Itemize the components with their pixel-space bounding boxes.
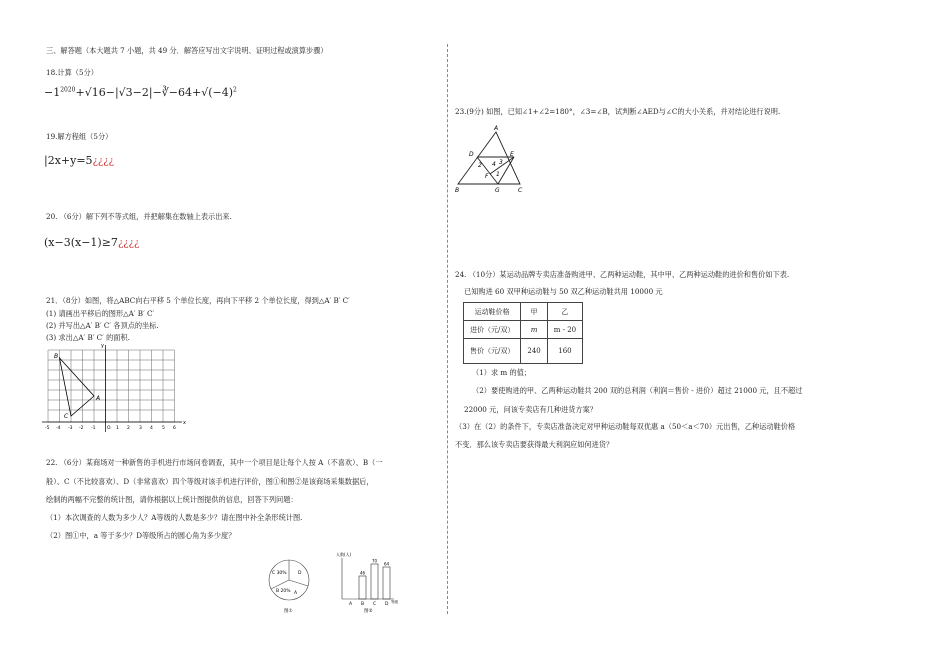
q22-pie-chart: [264, 556, 324, 616]
q23-label-f: F: [485, 173, 489, 180]
bar-category-label: B: [361, 602, 365, 607]
q23-label-a: A: [494, 125, 499, 132]
q18-label: 18.计算（5分）: [46, 68, 98, 77]
q23-label-e: E: [510, 151, 514, 158]
bar-category-label: C: [373, 602, 377, 607]
q19-label: 19.解方程组（5分）: [46, 132, 113, 141]
bar-mark: [383, 567, 390, 599]
pie-label-d: D: [298, 571, 302, 576]
tick-neg4: -4: [56, 426, 61, 431]
tick-neg3: -3: [68, 426, 73, 431]
vertex-c: C: [64, 413, 69, 420]
tick-2: 2: [127, 426, 130, 431]
q24-question-1: （1）求 m 的值；: [472, 368, 532, 377]
q23-label-d: D: [469, 151, 474, 158]
tick-neg1: -1: [91, 426, 96, 431]
q19-eq-text: |2x+y=5: [44, 154, 93, 167]
pie-label-b: B 20%: [276, 589, 291, 594]
tick-6: 6: [173, 426, 176, 431]
q24-sub: 已知购进 60 双甲种运动鞋与 50 双乙种运动鞋共用 10000 元: [464, 287, 663, 296]
grid-lines: [48, 350, 175, 422]
q21-coordinate-grid: [40, 344, 190, 434]
pie-label-a: A: [294, 591, 298, 596]
q24-question-3a: （3）在（2）的条件下，专卖店准备决定对甲种运动鞋每双优惠 a（50＜a＜70）元出售，乙种运动鞋价格: [455, 422, 796, 431]
pie-divider-2: [271, 580, 289, 589]
tick-neg5: -5: [45, 426, 50, 431]
q23-label-b: B: [455, 187, 460, 194]
q18-expr-square: 2: [233, 86, 237, 94]
vertex-a: A: [96, 395, 101, 402]
tick-3: 3: [139, 426, 142, 431]
q19-garbled: ¿¿¿¿: [92, 156, 115, 167]
q20-eq-text: (x−3(x−1)≥7: [44, 236, 118, 249]
bar-value-label: 64: [384, 561, 390, 567]
q23-label-2: 2: [478, 162, 482, 169]
table-cell: 240: [521, 339, 547, 364]
tick-neg2: -2: [79, 426, 84, 431]
tick-4: 4: [150, 426, 153, 431]
q24-question-2a: （2）要使购进的甲、乙两种运动鞋共 200 双的总利润（利润＝售价 - 进价）超过 21000 元，且不超过: [472, 386, 803, 395]
bar-mark: [359, 576, 366, 599]
q22-line-3: 绘制的两幅不完整的统计图，请你根据以上统计图提供的信息，回答下列问题：: [46, 495, 298, 504]
table-cell: 160: [547, 339, 582, 364]
label-x-axis: x: [183, 420, 186, 426]
q20-equation: [44, 236, 139, 249]
q18-expr-lead: −1: [44, 86, 61, 99]
tick-1: 1: [116, 426, 119, 431]
q21-line-4: (3) 求出△A′ B′ C′ 的面积.: [46, 333, 130, 342]
bar-ylabel: 人数(人): [336, 552, 352, 557]
q18-expression: [44, 86, 237, 99]
q23-label-1: 1: [496, 171, 500, 178]
q20-label: 20. （6分）解下列不等式组，并把解集在数轴上表示出来.: [46, 212, 232, 221]
bar-value-label: 46: [360, 570, 366, 576]
pie-label-c: C 30%: [272, 571, 287, 576]
q23-text: 23.(9分) 如图，已知∠1+∠2=180°，∠3=∠B，试判断∠AED与∠C的大小关系，并对结论进行说明.: [455, 107, 781, 116]
q24-intro: 24. （10分）某运动品牌专卖店准备购进甲、乙两种运动鞋，其中甲、乙两种运动鞋的进价和售价如下表.: [455, 270, 790, 279]
q23-label-g: G: [495, 187, 500, 194]
q22-line-5: （2）图①中，a 等于多少？D等级所占的圆心角为多少度？: [46, 531, 236, 540]
q24-price-table: [463, 302, 583, 364]
q24-question-3b: 不变．那么该专卖店要获得最大利润应如何进货？: [455, 440, 614, 449]
section-heading: 三、解答题（本大题共 7 小题，共 49 分．解答应写出文字说明、证明过程或演算步骤）: [46, 46, 328, 55]
q19-equation: [44, 154, 114, 167]
q18-expr-exponent: 2020: [60, 86, 76, 94]
table-cell: m - 20: [547, 321, 582, 339]
q22-line-4: （1）本次调查的人数为多少人？A等级的人数是多少？请在图中补全条形统计图.: [46, 513, 303, 522]
bar-value-label: 70: [372, 558, 378, 564]
bar-mark: [371, 564, 378, 599]
q22-bar-chart: [334, 552, 404, 618]
table-cell: 进价（元/双）: [464, 321, 521, 339]
table-row-price: [464, 339, 583, 364]
table-cell: m: [521, 321, 547, 339]
label-y-axis: y: [101, 343, 104, 349]
column-divider: [447, 44, 448, 614]
q23-label-3: 3: [499, 159, 503, 166]
bar-category-label: A: [349, 602, 353, 607]
bar-caption: 图②: [364, 609, 373, 614]
q22-line-1: 22. （6分）某商场对一种新售的手机进行市场问卷调查，其中一个项目是让每个人按 A（不喜欢）、B（一: [46, 458, 383, 467]
bar-xlabel: 等级: [391, 600, 398, 604]
q20-garbled: ¿¿¿¿: [117, 238, 140, 249]
x-tick-labels: [45, 425, 176, 431]
table-header-cell: 甲: [521, 303, 547, 321]
pie-caption: 图①: [284, 609, 293, 614]
table-header-cell: 乙: [547, 303, 582, 321]
table-row-cost: [464, 321, 583, 339]
q22-line-2: 般）、C（不比较喜欢）、D（非常喜欢）四个等级对该手机进行评价，图①和图②是该商场采集数据后，: [46, 477, 374, 486]
triangle-abc: [60, 358, 95, 416]
q21-line-3: (2) 并写出△A′ B′ C′ 各顶点的坐标.: [46, 321, 159, 330]
vertex-b: B: [54, 353, 59, 360]
tick-5: 5: [162, 426, 165, 431]
pie-divider-3: [289, 580, 308, 586]
q24-question-2b: 22000 元，问该专卖店有几种进货方案？: [464, 405, 597, 414]
q21-line-1: 21．（8分）如图，将△ABC向右平移 5 个单位长度，再向下平移 2 个单位长度，得到△A′ B′ C′: [46, 296, 350, 305]
bar-category-label: D: [385, 602, 389, 607]
triangle-abc-outer: [458, 132, 520, 184]
table-header-row: [464, 303, 583, 321]
tick-origin: O: [107, 426, 111, 431]
q18-expr-rest: +√16−|√3−2|−∛−64+√(−4): [75, 86, 234, 99]
q23-triangle-diagram: [452, 120, 532, 194]
q23-label-4: 4: [492, 161, 496, 168]
table-cell: 售价（元/双）: [464, 339, 521, 364]
q21-line-2: (1) 请画出平移后的图形△A′ B′ C′: [46, 309, 155, 318]
q23-label-c: C: [518, 187, 523, 194]
table-header-cell: 运动鞋价格: [464, 303, 521, 321]
